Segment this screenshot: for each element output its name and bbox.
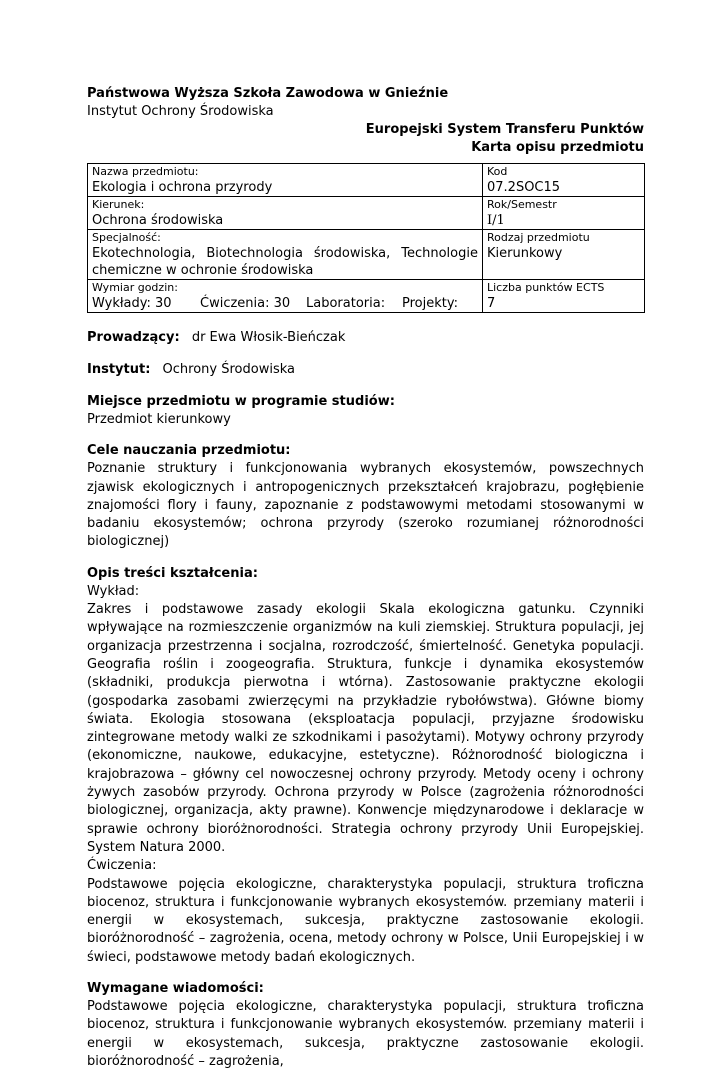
school-name: Państwowa Wyższa Szkoła Zawodowa w Gnieźnie [87,86,449,101]
ects-value: 7 [487,296,496,311]
direction-value: Ochrona środowiska [92,213,224,228]
code-label: Kod [487,165,508,178]
ects-cell [483,280,645,313]
place-text: Przedmiot kierunkowy [87,412,231,427]
code-cell [483,164,645,197]
place-section [87,393,644,429]
subject-value: Ekologia i ochrona przyrody [92,180,273,195]
subject-card-table [87,163,645,313]
year-cell [483,197,645,230]
lecturer-value: dr Ewa Włosik-Bieńczak [191,330,346,345]
institute-value: Ochrony Środowiska [162,362,295,377]
subject-type-label: Rodzaj przedmiotu [487,231,590,244]
goals-section [87,442,644,551]
required-title: Wymagane wiadomości: [87,981,264,997]
document-page [87,85,644,1071]
subject-label: Nazwa przedmiotu: [92,165,199,178]
direction-label: Kierunek: [92,198,145,211]
goals-text: Poznanie struktury i funkcjonowania wybranych ekosystemów, powszechnych zjawisk ekologicznych i antropogenicznych przekształceń krajobrazu, pogłębienie znajomości flory i fauny, zapoznanie z podstawowymi metodami stosowanymi w badaniu ekosystemów; ochrona przyrody (szeroko rozumianej różnorodności biologicznej) [87,461,644,550]
hours-cell [88,280,483,313]
exercise-label: Ćwiczenia: [87,858,157,874]
lecture-text: Zakres i podstawowe zasady ekologii Skala ekologiczna gatunku. Czynniki wpływające na rozmieszczenie organizmów na kuli ziemskiej. Struktura populacji, jej organizacja przestrzenna i socjalna, rozrodczość, śmiertelność. Genetyka populacji. Geografia roślin i zoogeografia. Struktura, funkcje i dynamika ekosystemów (składniki, produkcja pierwotna i wtórna). Zastosowanie praktyczne ekologii (gospodarka zasobami zwierzęcymi na przykładzie rybołówstwa). Główne biomy świata. Ekologia stosowana (eksploatacja populacji, przyjazne środowisku zintegrowane metody walki ze szkodnikami i pasożytami). Motywy ochrony przyrody (ekonomiczne, naukowe, edukacyjne, estetyczne). Różnorodność biologiczna i krajobrazowa – główny cel nowoczesnej ochrony przyrody. Metody oceny i ochrony żywych zasobów przyrody. Ochrona przyrody w Polsce (zagrożenia różnorodności biologicznej, organizacja, akty prawne). Konwencje międzynarodowe i deklaracje w sprawie ochrony bioróżnorodności. Strategia ochrony przyrody Unii Europejskiej. System Natura 2000. [87,602,644,855]
content-section [87,565,644,967]
subject-type-value: Kierunkowy [487,246,563,261]
specialty-line-2: chemiczne w ochronie środowiska [92,263,314,278]
table-row [88,280,645,313]
ects-label: Liczba punktów ECTS [487,281,605,294]
hours-label: Wymiar godzin: [92,281,178,294]
required-text: Podstawowe pojęcia ekologiczne, charakterystyka populacji, struktura troficzna biocenoz, struktura i funkcjonowanie wybranych ekosystemów. przemiany materii i energii w ekosystemach, sukcesja, praktyczne zastosowanie ekologii. bioróżnorodność – zagrożenia, [87,999,644,1069]
code-value: 07.2SOC15 [487,180,561,195]
projects-hours: Projekty: [402,296,458,311]
lectures-hours: Wykłady: 30 [92,296,172,311]
specialty-line-1 [92,245,478,262]
system-title: Europejski System Transferu Punktów [365,122,644,137]
specialty-word: Ekotechnologia, [92,246,196,261]
lecture-label: Wykład: [87,583,140,599]
year-label: Rok/Semestr [487,198,557,211]
place-title: Miejsce przedmiotu w programie studiów: [87,394,395,409]
card-title: Karta opisu przedmiotu [471,140,644,155]
required-section [87,980,644,1071]
subject-type-cell [483,230,645,280]
table-row [88,197,645,230]
institute-label: Instytut: [87,362,151,377]
institute-row [87,361,644,379]
goals-title: Cele nauczania przedmiotu: [87,443,291,459]
table-row [88,164,645,197]
institute-name: Instytut Ochrony Środowiska [87,104,274,119]
lecturer-label: Prowadzący: [87,330,180,345]
exercise-text: Podstawowe pojęcia ekologiczne, charakterystyka populacji, struktura troficzna biocenoz, struktura i funkcjonowanie wybranych ekosystemów. przemiany materii i energii w ekosystemach, sukcesja, praktyczne zastosowanie ekologii. bioróżnorodność – zagrożenia, ocena, metody ochrony w Polsce, Unii Europejskiej i w świeci, podstawowe metody badań ekologicznych. [87,876,644,965]
specialty-word: środowiska, [313,246,391,261]
table-row [88,230,645,280]
specialty-word: Biotechnologia [206,246,303,261]
specialty-word: Technologie [401,246,478,261]
content-title: Opis treści kształcenia: [87,565,258,581]
hours-row [92,295,478,312]
direction-cell [88,197,483,230]
specialty-cell [88,230,483,280]
labs-hours: Laboratoria: [306,296,386,311]
lecturer-row [87,329,644,347]
specialty-label: Specjalność: [92,231,161,244]
exercises-hours: Ćwiczenia: 30 [200,296,291,311]
subject-cell [88,164,483,197]
year-value: I/1 [487,213,505,228]
